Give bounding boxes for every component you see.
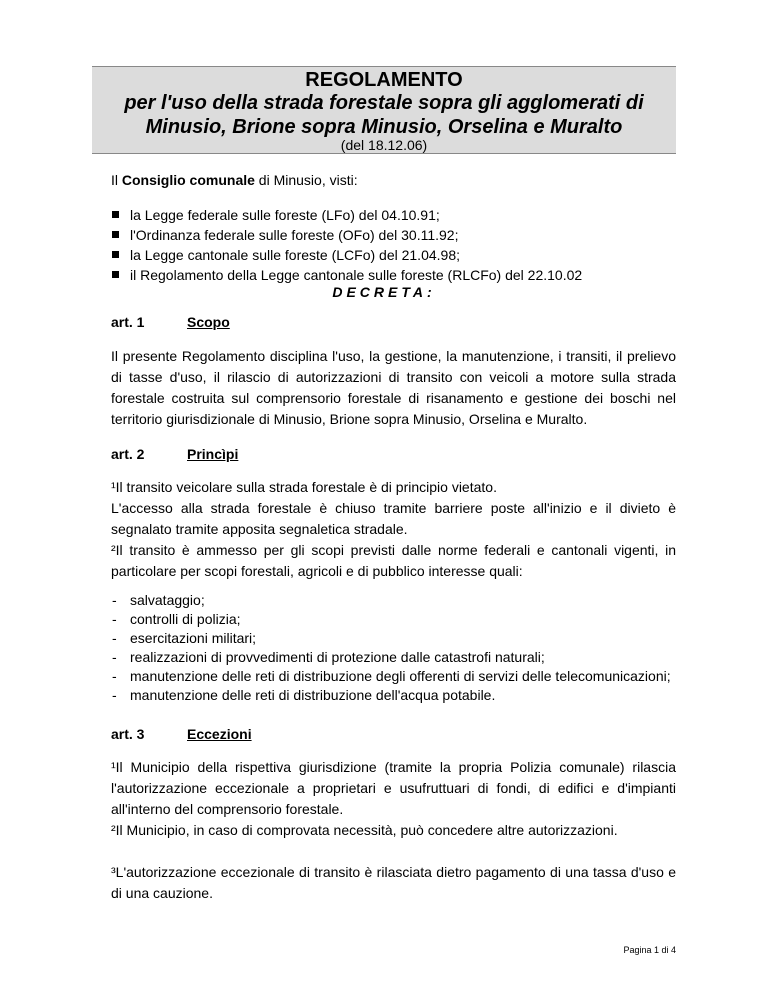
dash-bullet-icon: - (112, 630, 117, 646)
list-item (111, 610, 676, 629)
list-item (111, 648, 676, 667)
article-title: Scopo (187, 314, 230, 330)
article-1-text: Il presente Regolamento disciplina l'uso, la gestione, la manutenzione, i transiti, il prelievo di tasse d'uso, il rilascio di autorizzazioni di transito con veicoli a motore sulla strada forestale costruita sul comprensorio forestale di risanamento e gestione dei boschi nel territorio giurisdizionale di Minusio, Brione sopra Minusio, Orselina e Muralto. (111, 348, 676, 427)
article-3-paragraph-2: ²Il Municipio, in caso di comprovata necessità, può concedere altre autorizzazioni. (111, 822, 618, 838)
document-subtitle-line-2: Minusio, Brione sopra Minusio, Orselina e Muralto (145, 116, 623, 138)
dash-bullet-icon: - (112, 611, 117, 627)
paragraph-line: L'accesso alla strada forestale è chiuso tramite barriere poste all'inizio e il divieto è segnalato tramite apposita segnaletica stradale. (111, 500, 676, 537)
list-item (111, 686, 676, 705)
article-2-paragraph-2: ²Il transito è ammesso per gli scopi previsti dalle norme federali e cantonali vigenti, in particolare per scopi forestali, agricoli e di pubblico interesse quali: (111, 542, 676, 579)
intro-paragraph (111, 170, 676, 191)
list-item-text: la Legge federale sulle foreste (LFo) del 04.10.91; (130, 207, 440, 223)
article-number: art. 2 (111, 446, 145, 462)
dash-bullet-icon: - (112, 649, 117, 665)
title-box (92, 66, 676, 154)
list-item-text: esercitazioni militari; (130, 630, 257, 646)
intro-prefix: Il (111, 172, 122, 188)
list-item-text: manutenzione delle reti di distribuzione dell'acqua potabile. (130, 687, 496, 703)
legal-basis-list (111, 205, 676, 285)
list-item-text: il Regolamento della Legge cantonale sulle foreste (RLCFo) del 22.10.02 (130, 267, 583, 283)
list-item (111, 225, 676, 245)
dash-bullet-icon: - (112, 592, 117, 608)
document-title: REGOLAMENTO (305, 69, 463, 91)
list-item (111, 667, 676, 686)
square-bullet-icon (112, 251, 119, 258)
list-item-text: realizzazioni di provvedimenti di protezione dalle catastrofi naturali; (130, 649, 545, 665)
page-number: Pagina 1 di 4 (623, 945, 676, 955)
decreta-heading: DECRETA: (332, 284, 436, 300)
dash-bullet-icon: - (112, 668, 117, 684)
article-title: Princìpi (187, 446, 239, 462)
purposes-list (111, 591, 676, 705)
article-title: Eccezioni (187, 726, 252, 742)
article-3-paragraph-1: ¹Il Municipio della rispettiva giurisdizione (tramite la propria Polizia comunale) rilascia l'autorizzazione eccezionale a proprietari e usufruttuari di fondi, di edifici e d'impianti all'interno del comprensorio forestale. (111, 759, 676, 817)
article-number: art. 1 (111, 314, 145, 330)
list-item (111, 245, 676, 265)
square-bullet-icon (112, 211, 119, 218)
document-subtitle-line-1: per l'uso della strada forestale sopra gli agglomerati di (124, 92, 644, 114)
list-item-text: manutenzione delle reti di distribuzione degli offerenti di servizi delle telecomunicazioni; (130, 668, 671, 684)
square-bullet-icon (112, 231, 119, 238)
article-number: art. 3 (111, 726, 145, 742)
list-item (111, 591, 676, 610)
paragraph-line: ¹Il transito veicolare sulla strada forestale è di principio vietato. (111, 479, 497, 495)
square-bullet-icon (112, 271, 119, 278)
article-3-paragraph-3: ³L'autorizzazione eccezionale di transito è rilasciata dietro pagamento di una tassa d'uso e di una cauzione. (111, 864, 676, 901)
list-item-text: controlli di polizia; (130, 611, 241, 627)
intro-suffix: di Minusio, visti: (254, 172, 358, 188)
list-item-text: la Legge cantonale sulle foreste (LCFo) del 21.04.98; (130, 247, 460, 263)
document-date: (del 18.12.06) (340, 137, 428, 153)
list-item (111, 629, 676, 648)
list-item-text: l'Ordinanza federale sulle foreste (OFo) del 30.11.92; (130, 227, 459, 243)
article-2-paragraph-1 (111, 477, 676, 540)
list-item (111, 205, 676, 225)
intro-bold: Consiglio comunale (121, 172, 255, 188)
dash-bullet-icon: - (112, 687, 117, 703)
list-item-text: salvataggio; (130, 592, 205, 608)
